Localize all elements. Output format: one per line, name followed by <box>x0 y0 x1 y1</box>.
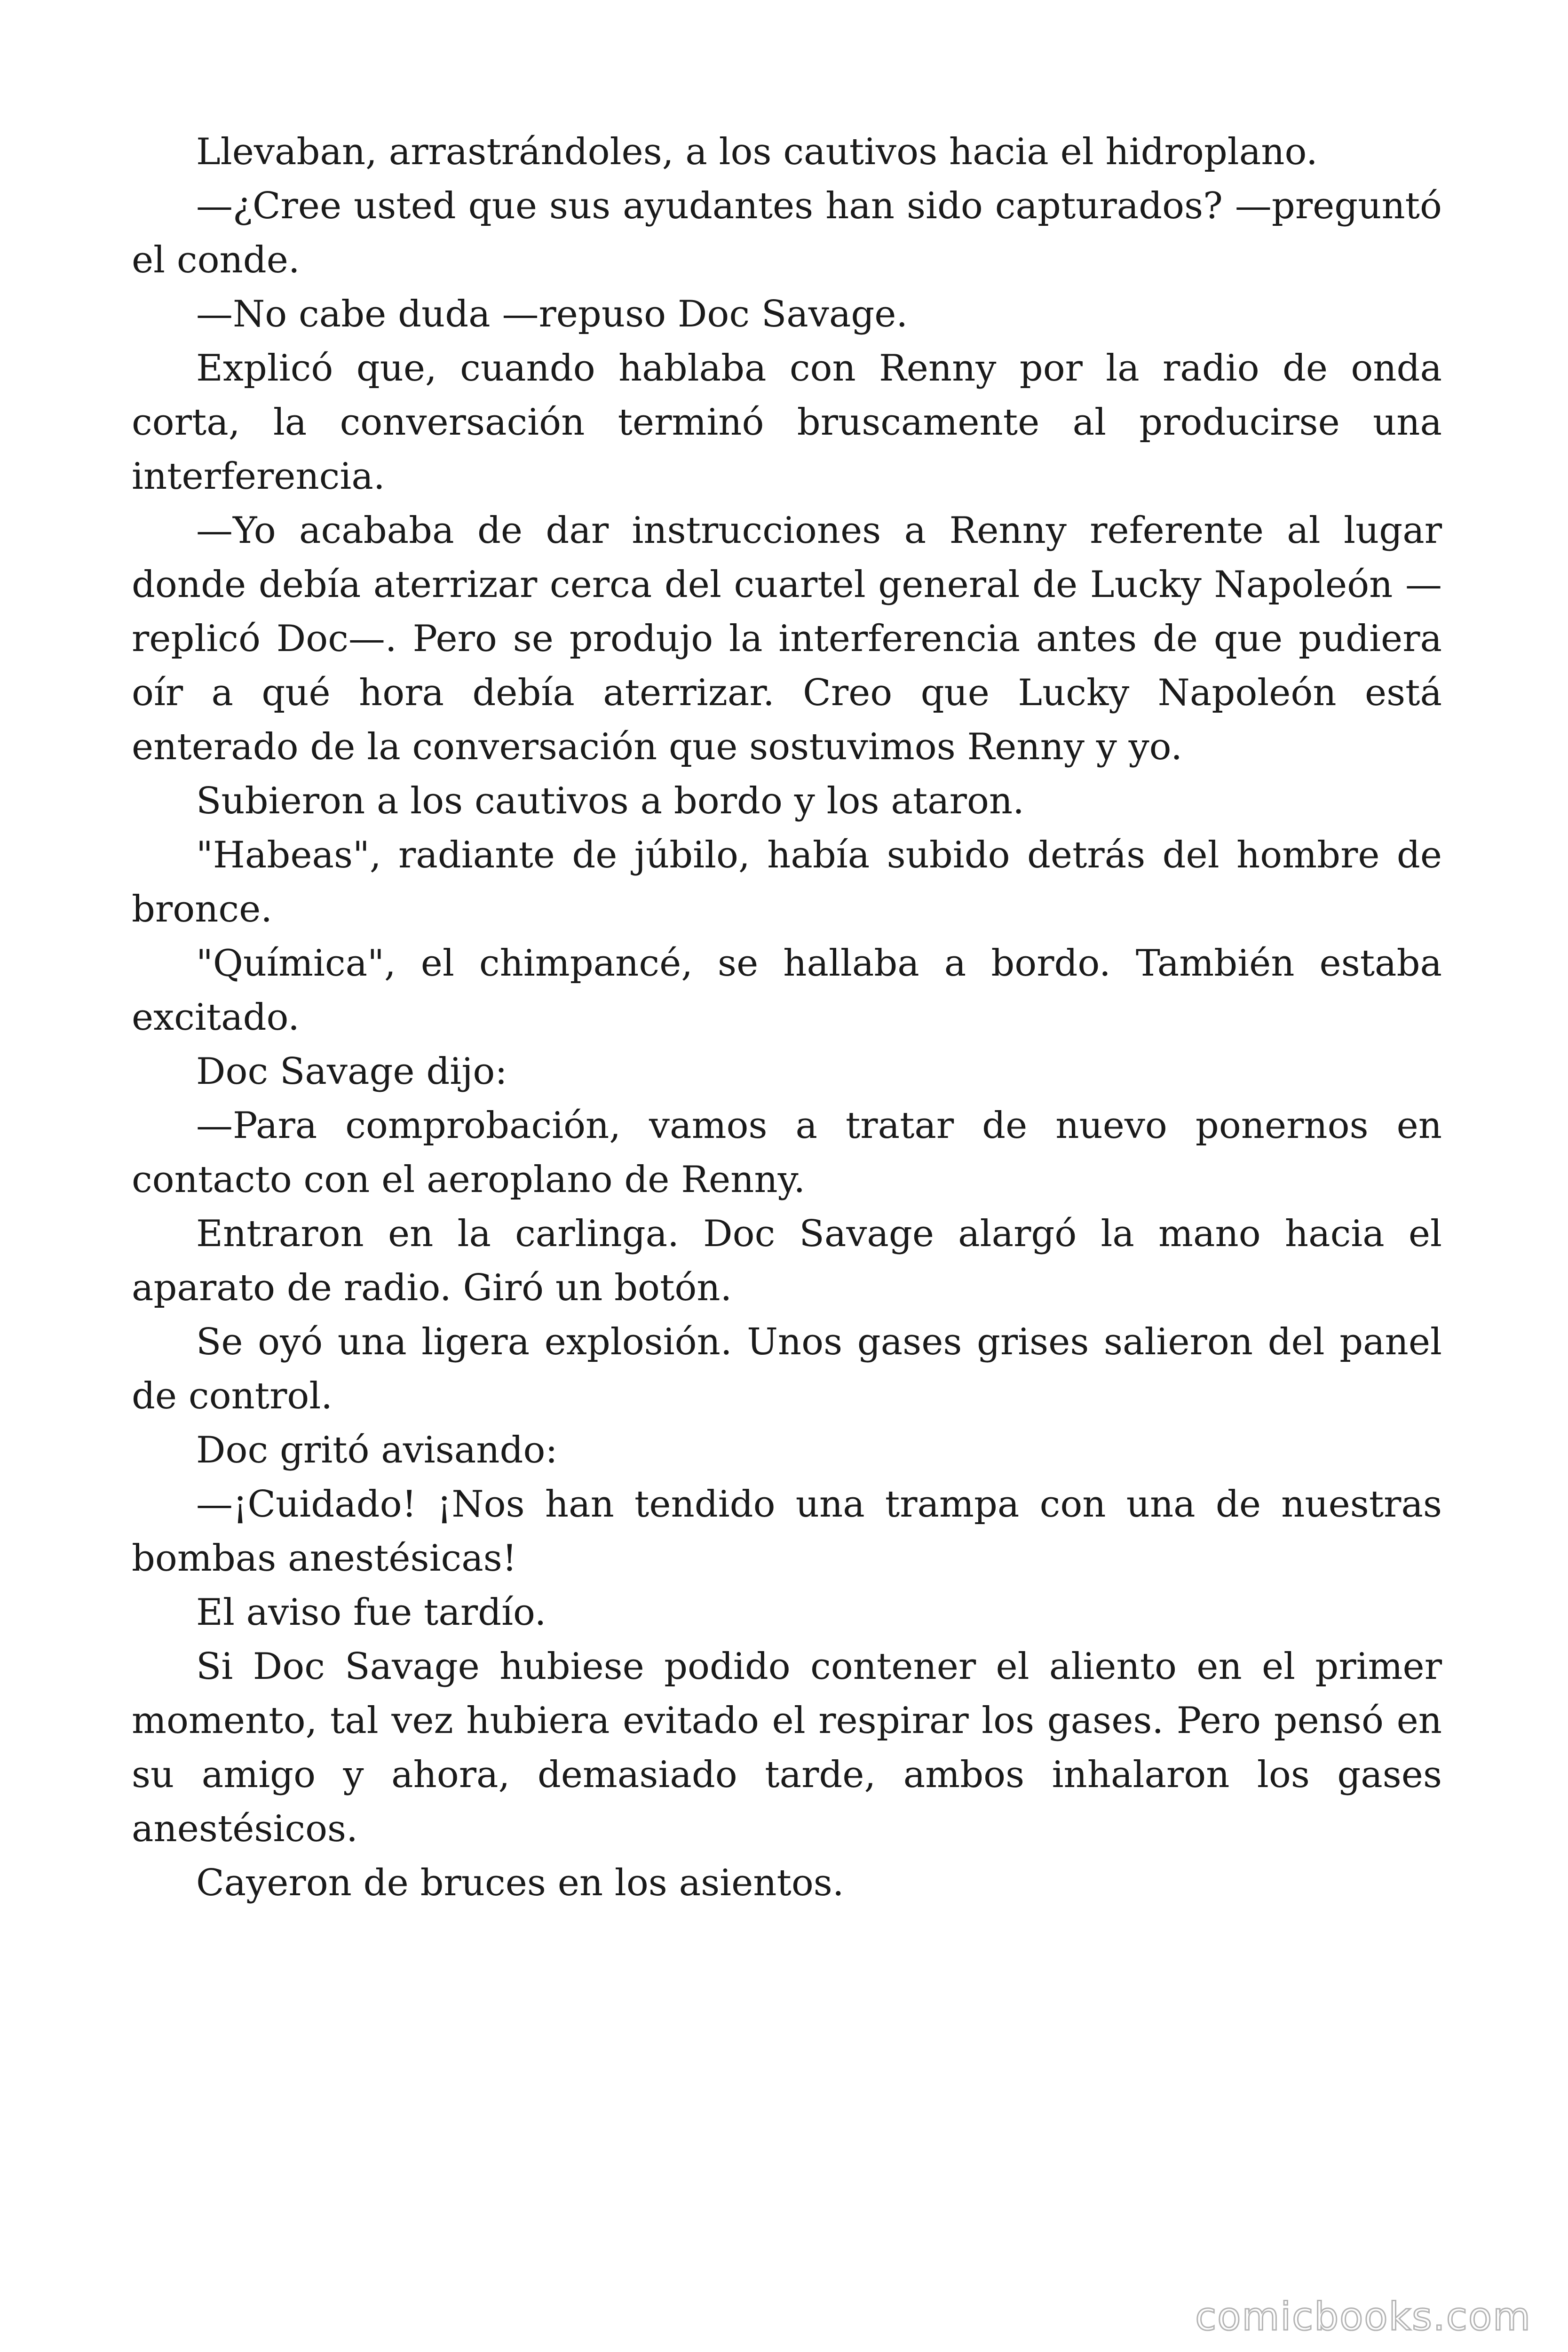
paragraph: Entraron en la carlinga. Doc Savage alargó la mano hacia el aparato de radio. Giró un botón. <box>132 1213 1442 1309</box>
paragraph: Doc Savage dijo: <box>196 1050 507 1093</box>
paragraph: Llevaban, arrastrándoles, a los cautivos hacia el hidroplano. <box>196 131 1318 173</box>
paragraph: Si Doc Savage hubiese podido contener el aliento en el primer momento, tal vez hubiera evitado el respirar los gases. Pero pensó en su amigo y ahora, demasiado tarde, ambos inhalaron los gases anestésicos. <box>132 1645 1442 1850</box>
paragraph: "Química", el chimpancé, se hallaba a bordo. También estaba excitado. <box>132 942 1442 1039</box>
paragraph: Doc gritó avisando: <box>196 1429 558 1471</box>
paragraph: —Yo acababa de dar instrucciones a Renny referente al lugar donde debía aterrizar cerca del cuartel general de Lucky Napoleón —replicó Doc—. Pero se produjo la interferencia antes de que pudiera oír a qué hora debía aterrizar. Creo que Lucky Napoleón está enterado de la conversación que sostuvimos Renny y yo. <box>132 509 1442 768</box>
paragraph: Explicó que, cuando hablaba con Renny por la radio de onda corta, la conversación terminó bruscamente al producirse una interferencia. <box>132 347 1442 498</box>
paragraph: —Para comprobación, vamos a tratar de nuevo ponernos en contacto con el aeroplano de Renny. <box>132 1104 1442 1201</box>
paragraph: El aviso fue tardío. <box>196 1591 546 1634</box>
paragraph: Subieron a los cautivos a bordo y los ataron. <box>196 780 1024 822</box>
paragraph: —¿Cree usted que sus ayudantes han sido capturados? —preguntó el conde. <box>132 185 1442 281</box>
page-text <box>132 125 1442 1910</box>
watermark: comicbooks.com <box>1195 2295 1531 2339</box>
paragraph: —¡Cuidado! ¡Nos han tendido una trampa con una de nuestras bombas anestésicas! <box>132 1483 1442 1580</box>
paragraph: "Habeas", radiante de júbilo, había subido detrás del hombre de bronce. <box>132 834 1442 930</box>
paragraph: Se oyó una ligera explosión. Unos gases grises salieron del panel de control. <box>132 1321 1442 1417</box>
paragraph: —No cabe duda —repuso Doc Savage. <box>196 293 908 335</box>
paragraph: Cayeron de bruces en los asientos. <box>196 1862 844 1904</box>
